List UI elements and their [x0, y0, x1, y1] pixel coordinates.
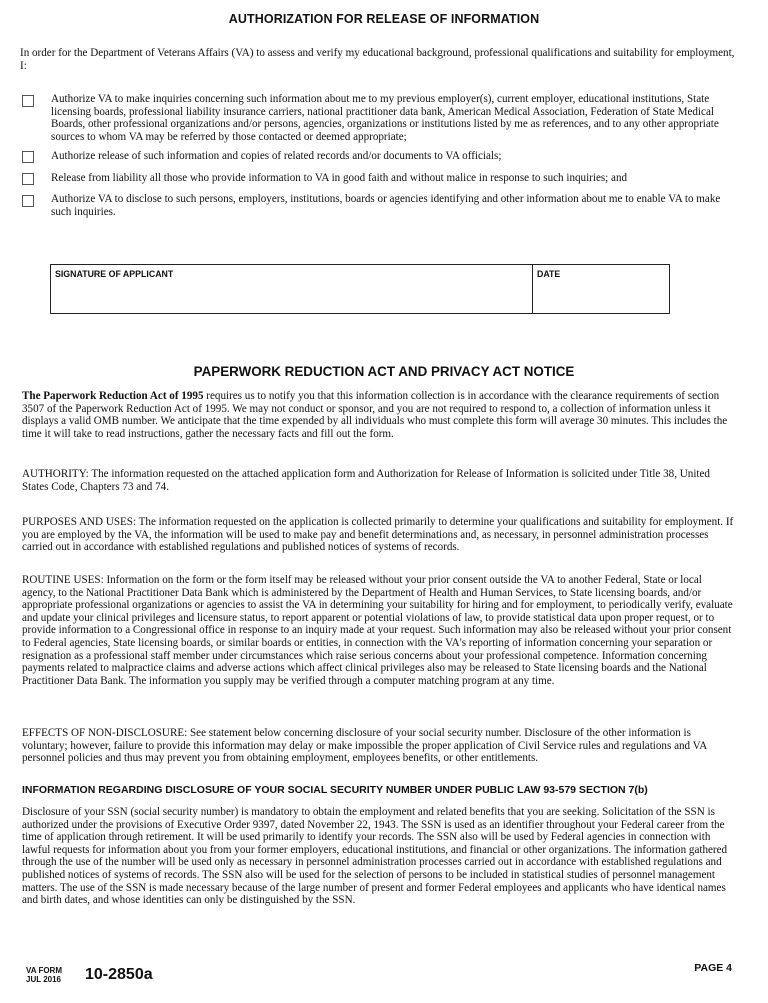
notice-title: PAPERWORK REDUCTION ACT AND PRIVACY ACT NOTICE	[193, 364, 575, 379]
auth-item-2-text: Authorize release of such information and copies of related records and/or documents to VA officials;	[51, 150, 502, 162]
footer-form-label	[26, 966, 62, 984]
effects-paragraph: EFFECTS OF NON-DISCLOSURE: See statement below concerning disclosure of your social security number. Disclosure of the other information is voluntary; however, failure to provide this information may delay or make impossible the proper application of Civil Service rules and regulations and VA personnel policies and thus may prevent you from obtaining employment, employees benefits, or other entitlements.	[22, 727, 707, 765]
signature-field[interactable]	[52, 281, 530, 313]
pra-text: requires us to notify you that this information collection is in accordance with the clearance requirements of section 3507 of the Paperwork Reduction Act of 1995. We may not conduct or sponsor, and you are not required to respond to, a collection of information unless it displays a valid OMB number. We anticipate that the time expended by all individuals who must complete this form will average 30 minutes. This includes the time it will take to read instructions, gather the necessary facts and fill out the form.	[22, 390, 728, 440]
date-label: DATE	[537, 269, 561, 279]
checkbox-authorize-disclose[interactable]	[22, 195, 34, 207]
purposes-paragraph: PURPOSES AND USES: The information requested on the application is collected primarily to determine your qualifications and suitability for employment. If you are employed by the VA, the information will be used to make pay and benefit determinations and, as necessary, in personnel administration processes carried out in accordance with established regulations and published notices of systems of records.	[22, 516, 734, 554]
routine-uses-paragraph: ROUTINE USES: Information on the form or the form itself may be released without your prior consent outside the VA to another Federal, State or local agency, to the National Practitioner Data Bank which is administered by the Department of Health and Human Services, to State licensing boards, and/or appropriate professional organizations or agencies to assist the VA in determining your suitability for hiring and for employment, to periodically verify, evaluate and update your clinical privileges and licensure status, to report apparent or potential violations of law, to provide statistical data upon proper request, or to provide information to a Congressional office in response to an inquiry made at your request. Such information may also be released without your prior consent to Federal agencies, State licensing boards, or similar boards or entities, in connection with the VA's reporting of information concerning your separation or resignation as a professional staff member under circumstances which raise serious concerns about your professional competence. Information concerning payments related to malpractice claims and adverse actions which affect clinical privileges also may be released to State licensing boards and the National Practitioner Data Bank. The information you supply may be verified through a computer matching program at any time.	[22, 574, 733, 687]
signature-box	[50, 264, 670, 314]
ssn-title: INFORMATION REGARDING DISCLOSURE OF YOUR SOCIAL SECURITY NUMBER UNDER PUBLIC LAW 93-579 SECTION 7(b)	[22, 784, 648, 796]
auth-item-1-text: Authorize VA to make inquiries concerning such information about me to my previous employer(s), current employer, educational institutions, State licensing boards, professional liability insurance carriers, national practitioner data bank, American Medical Association, Federation of State Medical Boards, other professional organizations and/or persons, agencies, organizations or institutions listed by me as references, and to any other appropriate sources to whom VA may be referred by those contacted or deemed appropriate;	[51, 93, 719, 143]
pra-paragraph	[22, 390, 737, 440]
authority-paragraph: AUTHORITY: The information requested on the attached application form and Authorization for Release of Information is solicited under Title 38, United States Code, Chapters 73 and 74.	[22, 468, 710, 493]
signature-date-divider	[532, 265, 533, 313]
checkbox-release-liability[interactable]	[22, 173, 34, 185]
date-field[interactable]	[534, 281, 668, 313]
auth-item-3-text: Release from liability all those who provide information to VA in good faith and without malice in response to such inquiries; and	[51, 172, 628, 184]
auth-intro: In order for the Department of Veterans Affairs (VA) to assess and verify my educational background, professional qualifications and suitability for employment, I:	[20, 47, 735, 72]
page-number: PAGE 4	[694, 962, 732, 974]
auth-title: AUTHORIZATION FOR RELEASE OF INFORMATION	[228, 12, 540, 26]
pra-lead: The Paperwork Reduction Act of 1995	[22, 390, 204, 402]
form-date: JUL 2016	[26, 975, 61, 984]
signature-label: SIGNATURE OF APPLICANT	[55, 269, 174, 279]
auth-item-4-text: Authorize VA to disclose to such persons, employers, institutions, boards or agencies identifying and other information about me to enable VA to make such inquiries.	[51, 193, 721, 218]
form-number: 10-2850a	[85, 966, 153, 983]
va-form-label: VA FORM	[26, 966, 62, 975]
ssn-paragraph: Disclosure of your SSN (social security number) is mandatory to obtain the employment and related benefits that you are seeking. Solicitation of the SSN is authorized under the provisions of Executive Order 9397, dated November 22, 1943. The SSN is used as an identifier throughout your Federal career from the time of application through retirement. It will be used primarily to identify your records. The SSN also will be used by Federal agencies in connection with lawful requests for information about you from your former employers, educational institutions, and financial or other organizations. The information gathered through the use of the number will be used only as necessary in personnel administration processes carried out in accordance with established regulations and published notices of systems of records. The SSN also will be used for the selection of persons to be included in statistical studies of personnel management matters. The use of the SSN is made necessary because of the large number of present and former Federal employees and applicants who have identical names and birth dates, and whose identities can only be distinguished by the SSN.	[22, 806, 728, 907]
checkbox-authorize-inquiries[interactable]	[22, 95, 34, 107]
checkbox-authorize-release[interactable]	[22, 151, 34, 163]
